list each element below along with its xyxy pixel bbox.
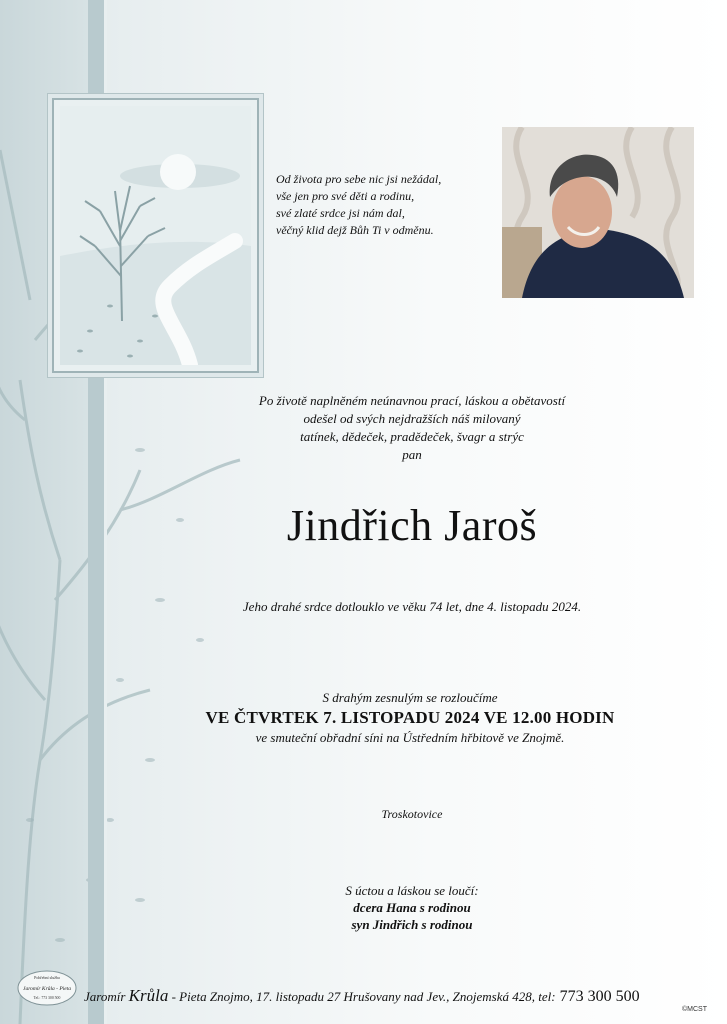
- footer-branch: Hrušovany nad Jev.,: [340, 989, 450, 1004]
- footer-suffix: - Pieta Znojmo,: [168, 989, 253, 1004]
- footer-prefix: Jaromír: [84, 989, 126, 1004]
- memorial-poem: [276, 171, 496, 239]
- poem-line: Od života pro sebe nic jsi nežádal,: [276, 172, 442, 186]
- mourners-block: [270, 882, 554, 933]
- intro-line: pan: [402, 447, 422, 462]
- obituary-introduction: [200, 392, 624, 464]
- funeral-service-logo: [16, 968, 78, 1008]
- mourner-name: dcera Hana s rodinou: [353, 900, 471, 915]
- intro-line: tatínek, dědeček, pradědeček, švagr a strýc: [300, 429, 524, 444]
- farewell-place: ve smuteční obřadní síni na Ústředním hřbitově ve Znojmě.: [255, 730, 565, 745]
- intro-line: Po životě naplněném neúnavnou prací, láskou a obětavostí: [258, 393, 566, 408]
- village-name: Troskotovice: [381, 807, 443, 821]
- logo-name: Jaromír Krůla - Pieta: [23, 986, 71, 992]
- footer-phone: 773 300 500: [555, 988, 640, 1005]
- farewell-intro: S drahým zesnulým se rozloučíme: [322, 690, 498, 705]
- printer-mark: ©MCST: [682, 1006, 707, 1013]
- intro-line: odešel od svých nejdražších náš milovaný: [303, 411, 521, 426]
- tree-path-moon-drawing: [60, 106, 251, 365]
- poem-line: své zlaté srdce jsi nám dal,: [276, 206, 405, 220]
- portrait-photo: [502, 127, 694, 298]
- footer-contact: [84, 986, 724, 1007]
- logo-bottom-text: Tel.: 773 300 500: [33, 996, 61, 1000]
- farewell-ceremony: [150, 689, 670, 747]
- deceased-name: Jindřich Jaroš: [286, 501, 538, 550]
- footer-street: Znojemská 428, tel:: [449, 989, 556, 1004]
- footer-date: 17. listopadu 27: [252, 989, 341, 1004]
- poem-line: věčný klid dejž Bůh Ti v odměnu.: [276, 223, 434, 237]
- portrait-image: [502, 127, 694, 298]
- farewell-datetime: VE ČTVRTEK 7. LISTOPADU 2024 VE 12.00 HODIN: [205, 708, 615, 727]
- framed-landscape-picture: [52, 98, 259, 373]
- mourner-name: syn Jindřich s rodinou: [351, 917, 473, 932]
- mourners-heading: S úctou a láskou se loučí:: [345, 883, 479, 898]
- footer-brand: Krůla: [128, 986, 169, 1005]
- logo-top-text: Pohřební služba: [34, 975, 60, 980]
- poem-line: vše jen pro své děti a rodinu,: [276, 189, 415, 203]
- death-notice: Jeho drahé srdce dotlouklo ve věku 74 let, dne 4. listopadu 2024.: [242, 599, 582, 614]
